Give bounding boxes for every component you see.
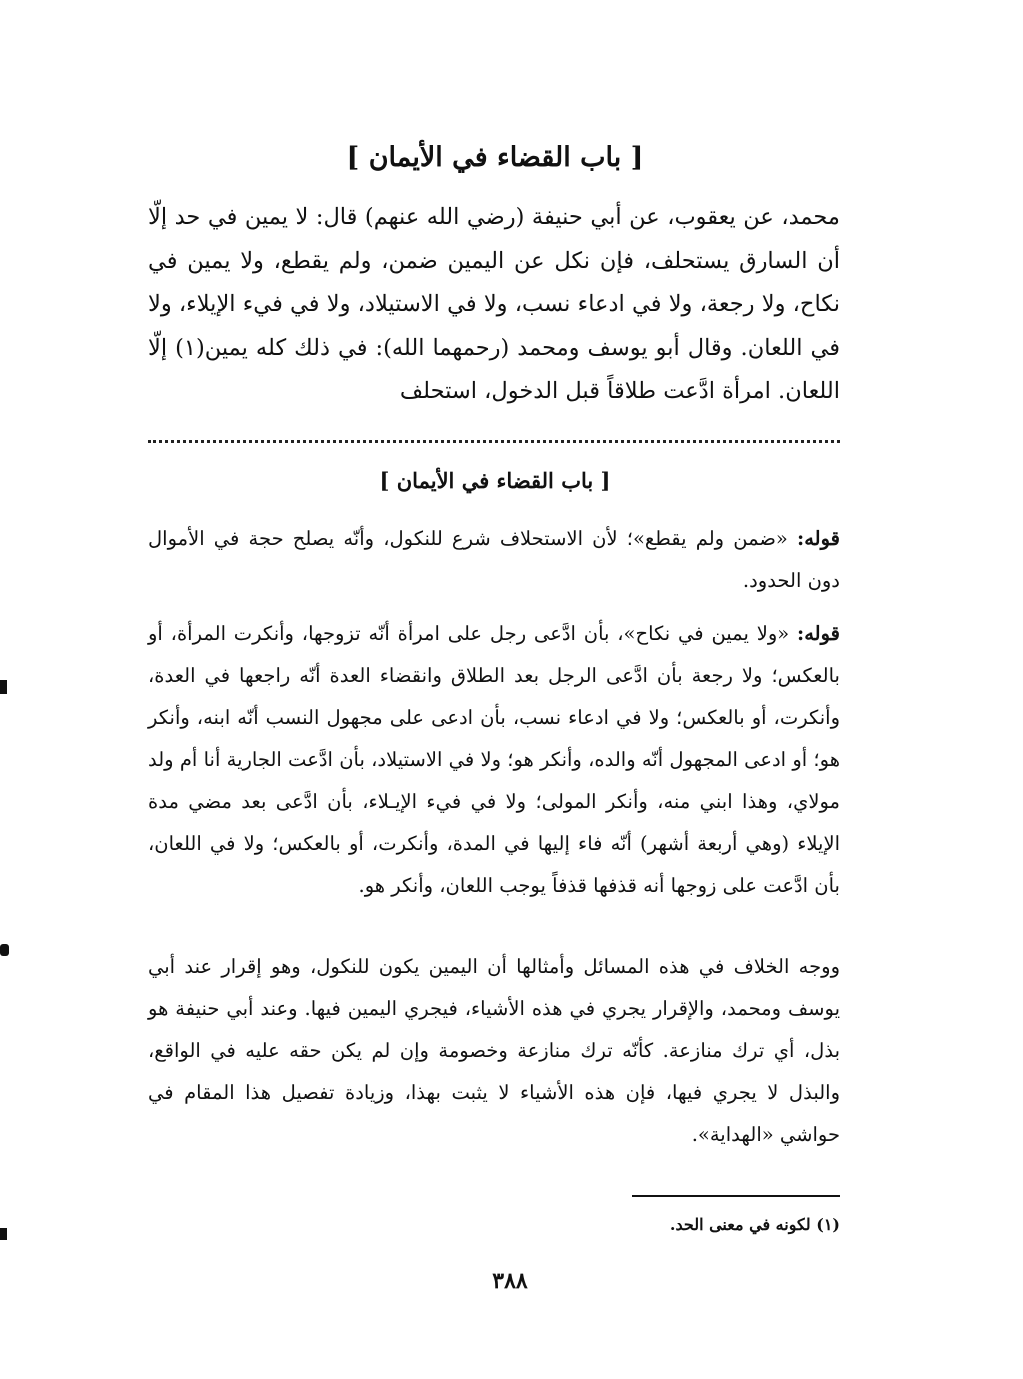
- scan-speck: [0, 1228, 7, 1240]
- commentary-paragraph-2: [148, 613, 840, 907]
- main-text-paragraph: محمد، عن يعقوب، عن أبي حنيفة (رضي الله عنهم) قال: لا يمين في حد إلّا أن السارق يستحلف، فإن نكل عن اليمين ضمن، ولم يقطع، ولا يمين في نكاح، ولا رجعة، ولا في ادعاء نسب، ولا في الاستيلاد، ولا في فيء الإيلاء، ولا في اللعان. وقال أبو يوسف ومحمد (رحمهما الله): في ذلك كله يمين(١) إلّا اللعان. امرأة ادَّعت طلاقاً قبل الدخول، استحلف: [148, 204, 841, 404]
- footnote-rule: [632, 1195, 840, 1197]
- commentary-heading: [ باب القضاء في الأيمان ]: [379, 468, 611, 493]
- commentary-text: «ضمن ولم يقطع»؛ لأن الاستحلاف شرع للنكول، وأنّه يصلح حجة في الأموال دون الحدود.: [148, 527, 840, 592]
- commentary-paragraph-1: [148, 518, 840, 602]
- page-number: ٣٨٨: [492, 1268, 528, 1294]
- footnote: (١) لكونه في معنى الحد.: [669, 1215, 840, 1234]
- commentary-lead-word: قوله:: [797, 622, 840, 645]
- dotted-separator: [148, 440, 840, 447]
- scan-speck: [0, 944, 9, 956]
- commentary-lead-word: قوله:: [797, 527, 840, 550]
- scan-speck: [0, 680, 7, 694]
- commentary-text: «ولا يمين في نكاح»، بأن ادَّعى رجل على امرأة أنّه تزوجها، وأنكرت المرأة، أو بالعكس؛ ولا رجعة بأن ادَّعى الرجل بعد الطلاق وانقضاء العدة أنّه راجعها في العدة، وأنكرت، أو بالعكس؛ ولا في ادعاء نسب، بأن ادعى على مجهول النسب أنّه ابنه، وأنكر هو؛ أو ادعى المجهول أنّه والده، وأنكر هو؛ ولا في الاستيلاد، بأن ادَّعت الجارية أنا أم ولد مولاي، وهذا ابني منه، وأنكر المولى؛ ولا في فيء الإيـلاء، بأن ادَّعى بعد مضي مدة الإيلاء (وهي أربعة أشهر) أنّه فاء إليها في المدة، وأنكرت، أو بالعكس؛ ولا في اللعان، بأن ادَّعت على زوجها أنه قذفها قذفاً يوجب اللعان، وأنكر هو.: [148, 622, 840, 897]
- chapter-heading: [ باب القضاء في الأيمان ]: [346, 142, 644, 173]
- commentary-paragraph-3: ووجه الخلاف في هذه المسائل وأمثالها أن اليمين يكون للنكول، وهو إقرار عند أبي يوسف ومحمد، والإقرار يجري في هذه الأشياء، فيجري اليمين فيها. وعند أبي حنيفة هو بذل، أي ترك منازعة. كأنّه ترك منازعة وخصومة وإن لم يكن حقه عليه في الواقع، والبذل لا يجري فيها، فإن هذه الأشياء لا يثبت بهذا، وزيادة تفصيل هذا المقام في حواشي «الهداية».: [148, 955, 840, 1146]
